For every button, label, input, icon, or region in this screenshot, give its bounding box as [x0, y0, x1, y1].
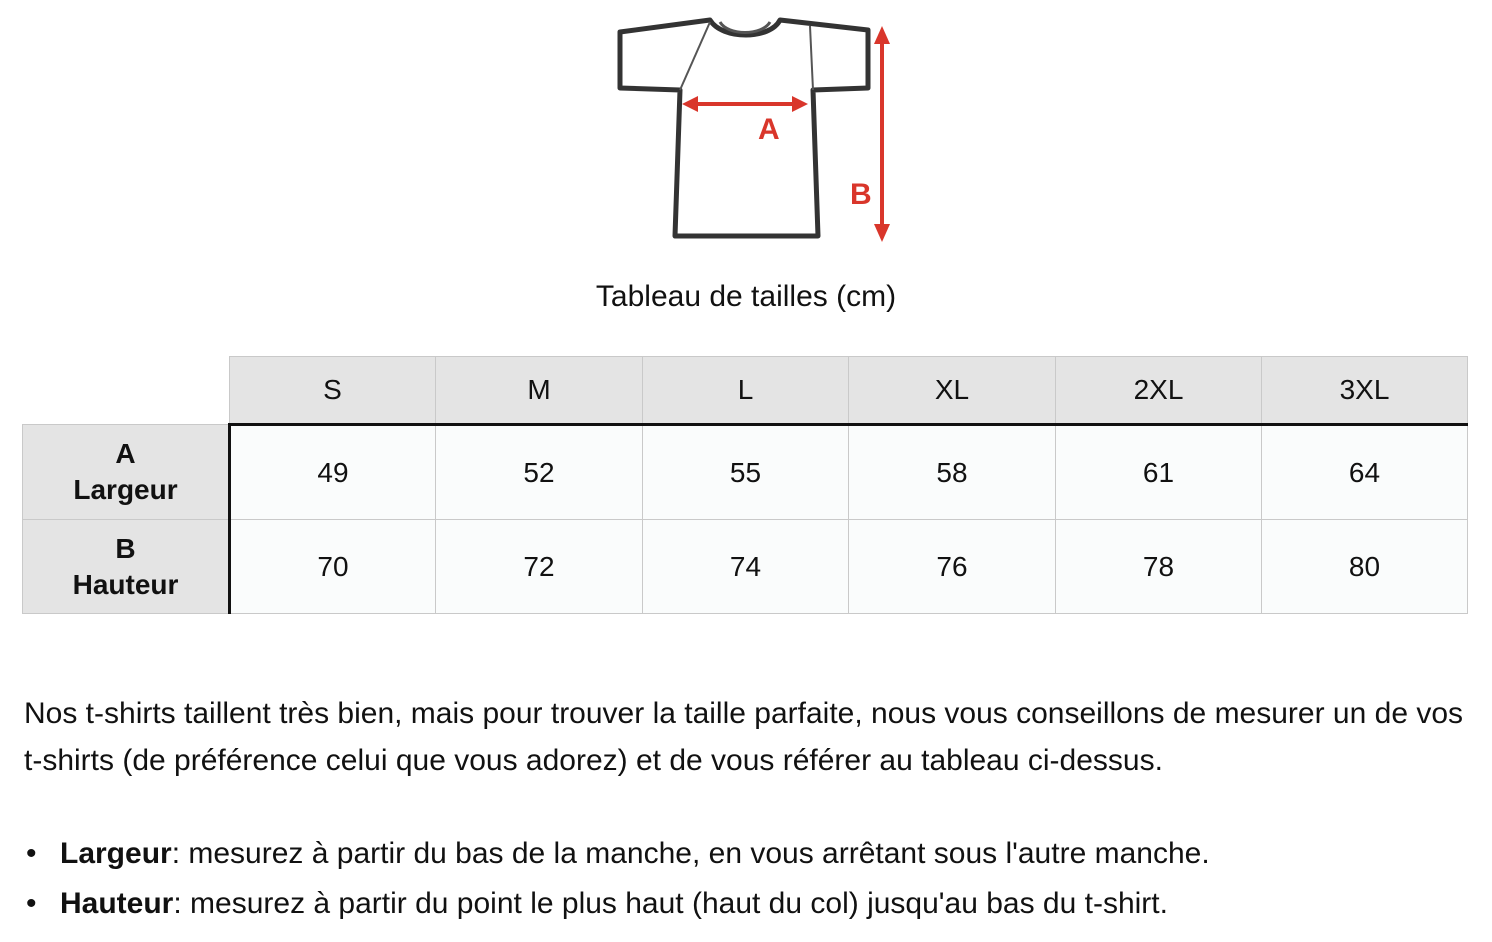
table-cell: 80 [1262, 520, 1468, 614]
tip-text: : mesurez à partir du bas de la manche, en vous arrêtant sous l'autre manche. [171, 837, 1210, 870]
row-code: B [115, 532, 136, 564]
table-cell: 49 [230, 425, 436, 520]
row-header-hauteur [23, 520, 230, 614]
table-cell: 78 [1056, 520, 1262, 614]
list-item [24, 829, 1474, 879]
size-header-3xl: 3XL [1262, 357, 1468, 425]
tip-text: : mesurez à partir du point le plus haut (haut du col) jusqu'au bas du t-shirt. [173, 887, 1168, 920]
table-cell: 64 [1262, 425, 1468, 520]
size-header-2xl: 2XL [1056, 357, 1262, 425]
row-label: Largeur [73, 474, 178, 505]
size-header-s: S [230, 357, 436, 425]
size-header-m: M [436, 357, 643, 425]
size-table-caption: Tableau de tailles (cm) [595, 280, 897, 313]
tshirt-diagram [610, 10, 900, 250]
table-cell: 72 [436, 520, 643, 614]
table-row-largeur [23, 425, 1468, 520]
tip-term: Hauteur [60, 887, 174, 920]
table-cell: 76 [849, 520, 1056, 614]
size-header-xl: XL [849, 357, 1056, 425]
table-cell: 61 [1056, 425, 1262, 520]
row-header-largeur [23, 425, 230, 520]
label-b: B [850, 178, 872, 211]
table-cell: 52 [436, 425, 643, 520]
table-row-hauteur [23, 520, 1468, 614]
bullet-icon: • [26, 837, 37, 870]
table-corner [23, 357, 230, 425]
row-code: A [115, 438, 136, 469]
table-cell: 55 [643, 425, 849, 520]
intro-paragraph: Nos t-shirts taillent très bien, mais pour trouver la taille parfaite, nous vous conseillons de mesurer un de vos t-shirts (de préférence celui que vous adorez) et de vous référer au tableau ci-dessus. [24, 697, 1464, 777]
table-cell: 74 [643, 520, 849, 614]
bullet-icon: • [26, 887, 37, 920]
list-item [24, 879, 1474, 929]
size-header-l: L [643, 357, 849, 425]
height-arrow [874, 26, 890, 242]
size-header-row [23, 357, 1468, 425]
tip-term: Largeur [60, 837, 172, 870]
size-table [22, 356, 1468, 614]
tshirt-outline [620, 20, 868, 236]
measure-tips-list [24, 829, 1474, 929]
row-label: Hauteur [72, 568, 179, 600]
table-cell: 58 [849, 425, 1056, 520]
label-a: A [758, 113, 780, 146]
table-cell: 70 [230, 520, 436, 614]
